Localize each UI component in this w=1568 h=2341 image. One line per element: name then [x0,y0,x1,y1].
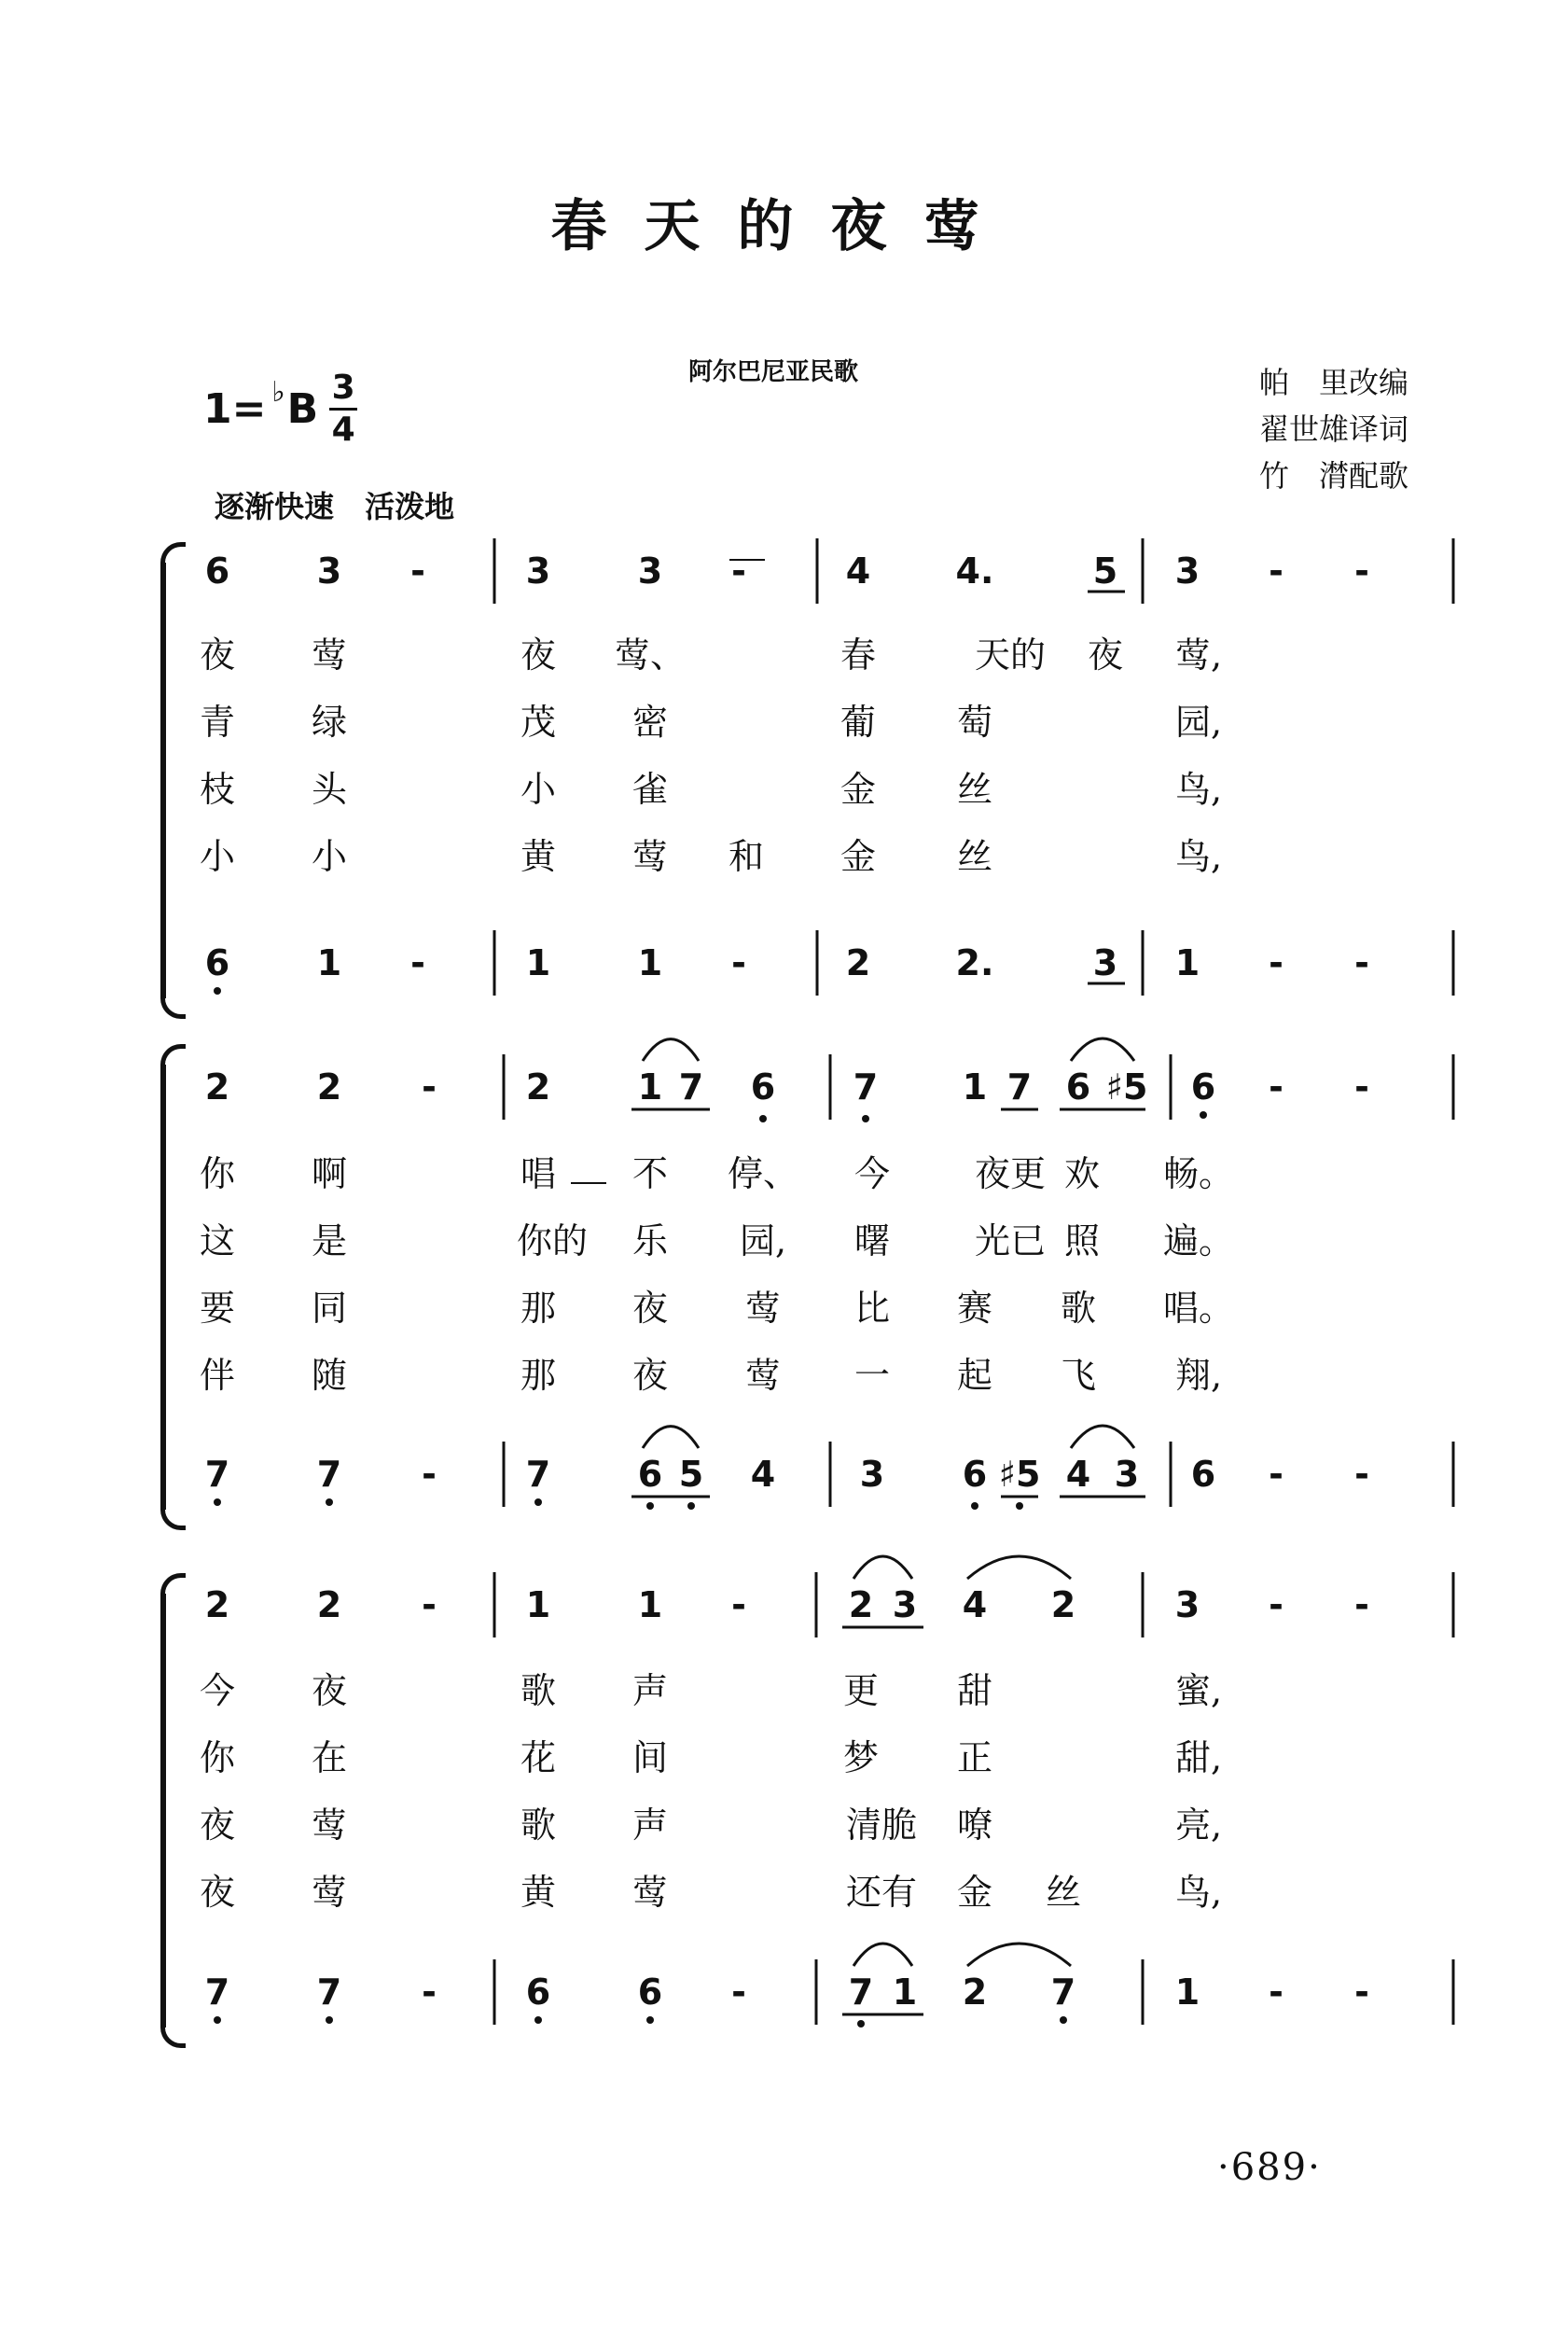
lyric-syllable: 伴 [199,1355,236,1396]
lower-note: - [731,1972,746,2013]
tempo-marking: 逐渐快速 活泼地 [215,489,455,524]
lyric-syllable: 莺 [311,1805,348,1846]
upper-note: 1 [637,1066,663,1108]
page-number: ·689· [1217,2146,1322,2189]
lower-note: 4 [750,1454,776,1495]
lower-note: 6 [204,942,230,983]
lyric-syllable: 夜 [520,634,557,676]
lyric-syllable: 你 [199,1153,236,1194]
lyric-syllable: 夜更 [974,1153,1047,1194]
upper-note: 3 [637,550,663,592]
lyric-syllable: 莺 [631,836,669,877]
slur [643,1427,699,1448]
lyric-syllable: 那 [520,1355,557,1396]
lyric-syllable: 金 [840,836,877,877]
lower-note: 7 [525,1454,551,1495]
lyric-syllable: 园, [1174,702,1223,743]
lyric-syllable: 还有 [845,1872,918,1913]
lyric-syllable: 遍。 [1162,1220,1235,1261]
lower-note: 2. [955,942,994,983]
lyric-syllable: 同 [311,1288,348,1329]
lower-note: - [1354,942,1369,983]
lower-note: - [1354,1454,1369,1495]
lyric-syllable: 一 [853,1355,891,1396]
key-note: B [286,385,319,433]
upper-note: 6 [1190,1066,1216,1108]
lower-note: - [1354,1972,1369,2013]
upper-note: 6 [1065,1066,1091,1108]
upper-note: 5 [1092,550,1118,592]
lyric-syllable: 更 [842,1670,880,1711]
lyric-syllable: 密 [631,702,669,743]
lyric-syllable: 莺 [311,634,348,676]
upper-note: 2 [316,1584,342,1625]
low-octave-dot [1016,1502,1023,1510]
lower-note: 7 [848,1972,874,2013]
lyric-syllable: 绿 [311,702,348,743]
lyric-syllable: 鸟, [1174,1872,1223,1913]
upper-note: 3 [1174,1584,1200,1625]
lower-note: - [422,1972,437,2013]
lyric-syllable: 蜜, [1174,1670,1223,1711]
lower-note: 7 [1050,1972,1076,2013]
lower-note: - [1269,942,1284,983]
low-octave-dot [857,2020,865,2027]
lower-note: 3 [1114,1454,1140,1495]
lyric-syllable: 这 [199,1220,236,1261]
upper-note: - [1269,1066,1284,1108]
lyric-syllable: 鸟, [1174,836,1223,877]
lyric-syllable: 曙 [853,1220,891,1261]
upper-note: - [1269,1584,1284,1625]
lower-note: - [410,942,425,983]
upper-note: 3 [316,550,342,592]
lower-note: - [1269,1454,1284,1495]
lyric-syllable: 黄 [520,1872,557,1913]
lower-note: 6 [637,1972,663,2013]
lyric-syllable: 梦 [842,1737,880,1778]
time-denominator: 4 [331,411,355,449]
flat-sign: ♭ [271,376,285,409]
lyric-syllable: 丝 [1045,1872,1082,1913]
upper-note: 2 [525,1066,551,1108]
upper-note: 1 [962,1066,988,1108]
lyric-syllable: 比 [853,1288,891,1329]
lyric-syllable: 丝 [956,836,993,877]
lyric-syllable: 飞 [1060,1355,1097,1396]
upper-note: 6 [750,1066,776,1108]
upper-note: 3 [525,550,551,592]
upper-note: - [1354,1066,1369,1108]
lyric-syllable: 小 [311,836,348,877]
lyric-syllable: 清脆 [845,1805,918,1846]
upper-note: 4 [845,550,871,592]
low-octave-dot [326,1498,333,1506]
upper-note: - [410,550,425,592]
low-octave-dot [862,1115,869,1122]
upper-note: - [731,1584,746,1625]
upper-note: 2 [848,1584,874,1625]
lower-note: 5 [678,1454,704,1495]
lyric-syllable: 夜 [199,1805,236,1846]
low-octave-dot [971,1502,978,1510]
lyric-syllable: 鸟, [1174,769,1223,810]
lyric-syllable: 要 [199,1288,236,1329]
lyric-syllable: 金 [956,1872,993,1913]
low-octave-dot [214,2016,221,2024]
lower-note: 1 [316,942,342,983]
slur [967,1556,1071,1579]
slur [643,1039,699,1061]
lyric-syllable: 莺 [311,1872,348,1913]
low-octave-dot [1200,1111,1207,1119]
lyric-syllable: 莺 [631,1872,669,1913]
lyric-syllable: 歌 [1060,1288,1097,1329]
lyric-syllable: 你的 [516,1220,589,1261]
lower-note: - [1269,1972,1284,2013]
lyric-syllable: 嘹 [956,1805,993,1846]
lower-note: 7 [316,1454,342,1495]
lyric-syllable: 夜 [631,1355,669,1396]
credit-translator: 翟世雄译词 [1259,411,1409,447]
lyric-syllable: 头 [311,769,348,810]
lyric-syllable: 夜 [199,1872,236,1913]
slur [967,1944,1071,1966]
upper-note: ♯5 [1105,1066,1148,1108]
low-octave-dot [534,1498,542,1506]
lyric-syllable: 小 [199,836,236,877]
lyric-syllable: 莺 [744,1355,782,1396]
lower-note: 7 [204,1972,230,2013]
upper-note: 7 [853,1066,879,1108]
upper-note: - [1354,1584,1369,1625]
lyric-syllable: 歌 [520,1670,557,1711]
lyric-syllable: 夜 [199,634,236,676]
lower-note: 6 [525,1972,551,2013]
low-octave-dot [646,1502,654,1510]
lyric-syllable: 雀 [631,769,669,810]
lyric-syllable: 花 [520,1737,557,1778]
lyric-syllable: 金 [840,769,877,810]
upper-note: 1 [525,1584,551,1625]
lyric-syllable: 起 [956,1355,993,1396]
lower-note: 1 [637,942,663,983]
key-prefix: 1= [203,385,267,433]
lyric-syllable: 莺、 [614,634,687,676]
credit-arranger: 帕 里改编 [1259,365,1409,400]
upper-note: - [731,550,746,592]
lyric-syllable: 赛 [956,1288,993,1329]
slur [853,1556,912,1579]
lyric-syllable: 间 [631,1737,669,1778]
lyric-syllable: 亮, [1174,1805,1223,1846]
lyric-syllable: 莺 [744,1288,782,1329]
lyric-syllable: 啊 [311,1153,348,1194]
low-octave-dot [646,2016,654,2024]
lyric-syllable: 萄 [956,702,993,743]
lower-note: 3 [859,1454,885,1495]
lyric-syllable: 茂 [520,702,557,743]
low-octave-dot [214,987,221,995]
lyric-syllable: 丝 [956,769,993,810]
lyric-syllable: 照 [1063,1220,1101,1261]
song-origin: 阿尔巴尼亚民歌 [688,358,859,386]
upper-note: 3 [1174,550,1200,592]
upper-note: 2 [1050,1584,1076,1625]
lyric-syllable: 翔, [1174,1355,1223,1396]
credit-lyricist: 竹 潸配歌 [1259,458,1409,494]
low-octave-dot [214,1498,221,1506]
low-octave-dot [326,2016,333,2024]
lyric-syllable: 你 [199,1737,236,1778]
lyric-syllable: 畅。 [1162,1153,1235,1194]
upper-note: 7 [678,1066,704,1108]
lower-note: 3 [1092,942,1118,983]
lower-note: 7 [204,1454,230,1495]
upper-note: - [422,1066,437,1108]
upper-note: 4. [955,550,994,592]
lower-note: 7 [316,1972,342,2013]
lyric-syllable: 在 [311,1737,348,1778]
low-octave-dot [687,1502,695,1510]
lyric-syllable: 唱。 [1162,1288,1235,1329]
lyric-syllable: 正 [956,1737,993,1778]
upper-note: - [1269,550,1284,592]
upper-note: 2 [316,1066,342,1108]
upper-note: 1 [637,1584,663,1625]
lyric-syllable: 随 [311,1355,348,1396]
lyric-syllable: 歌 [520,1805,557,1846]
lyric-syllable: 声 [631,1805,669,1846]
upper-note: 2 [204,1066,230,1108]
lyric-syllable: 夜 [311,1670,348,1711]
lyric-syllable: 葡 [840,702,877,743]
slur [1071,1038,1134,1061]
time-numerator: 3 [331,369,355,407]
lower-note: 6 [1190,1454,1216,1495]
lyric-syllable: 春 [840,634,877,676]
lyric-syllable: 光已 [974,1220,1047,1261]
lower-note: 1 [892,1972,918,2013]
lyric-syllable: 甜, [1174,1737,1223,1778]
upper-note: 6 [204,550,230,592]
lyric-syllable: 那 [520,1288,557,1329]
lyric-syllable: 是 [311,1220,348,1261]
lower-note: 1 [1174,1972,1200,2013]
lower-note: 2 [962,1972,988,2013]
lower-note: 2 [845,942,871,983]
lower-note: 6 [637,1454,663,1495]
upper-note: 7 [1006,1066,1033,1108]
lyric-syllable: 今 [853,1153,891,1194]
lower-note: 1 [525,942,551,983]
lower-note: 1 [1174,942,1200,983]
lyric-syllable: 不 [631,1153,669,1194]
low-octave-dot [759,1115,767,1122]
lyric-syllable: 天的 [974,634,1047,676]
lyric-syllable: 园, [739,1220,787,1261]
lyric-syllable: 莺, [1174,634,1223,676]
lyric-syllable: 枝 [199,769,236,810]
lower-note: - [731,942,746,983]
upper-note: 4 [962,1584,988,1625]
lyric-syllable: 和 [728,836,765,877]
lyric-syllable: 欢 [1063,1153,1101,1194]
lyric-syllable: 青 [199,702,236,743]
lyric-syllable: 停、 [727,1153,799,1194]
upper-note: - [422,1584,437,1625]
lyric-syllable: 唱 [520,1153,557,1194]
lower-note: 6 [962,1454,988,1495]
slur [853,1944,912,1966]
slur [1071,1426,1134,1448]
lyric-syllable: 小 [520,769,557,810]
lyric-syllable: 夜 [631,1288,669,1329]
low-octave-dot [1060,2016,1067,2024]
upper-note: 2 [204,1584,230,1625]
lower-note: 4 [1065,1454,1091,1495]
song-title: 春天的夜莺 [550,194,1018,259]
lower-note: - [422,1454,437,1495]
lyric-syllable: 乐 [631,1220,669,1261]
upper-note: 3 [892,1584,918,1625]
lyric-syllable: 夜 [1087,634,1124,676]
lower-note: ♯5 [998,1454,1041,1495]
lyric-syllable: 甜 [956,1670,993,1711]
lyric-syllable: 声 [631,1670,669,1711]
upper-note: - [1354,550,1369,592]
lyric-syllable: 黄 [520,836,557,877]
low-octave-dot [534,2016,542,2024]
lyric-syllable: 今 [199,1670,236,1711]
